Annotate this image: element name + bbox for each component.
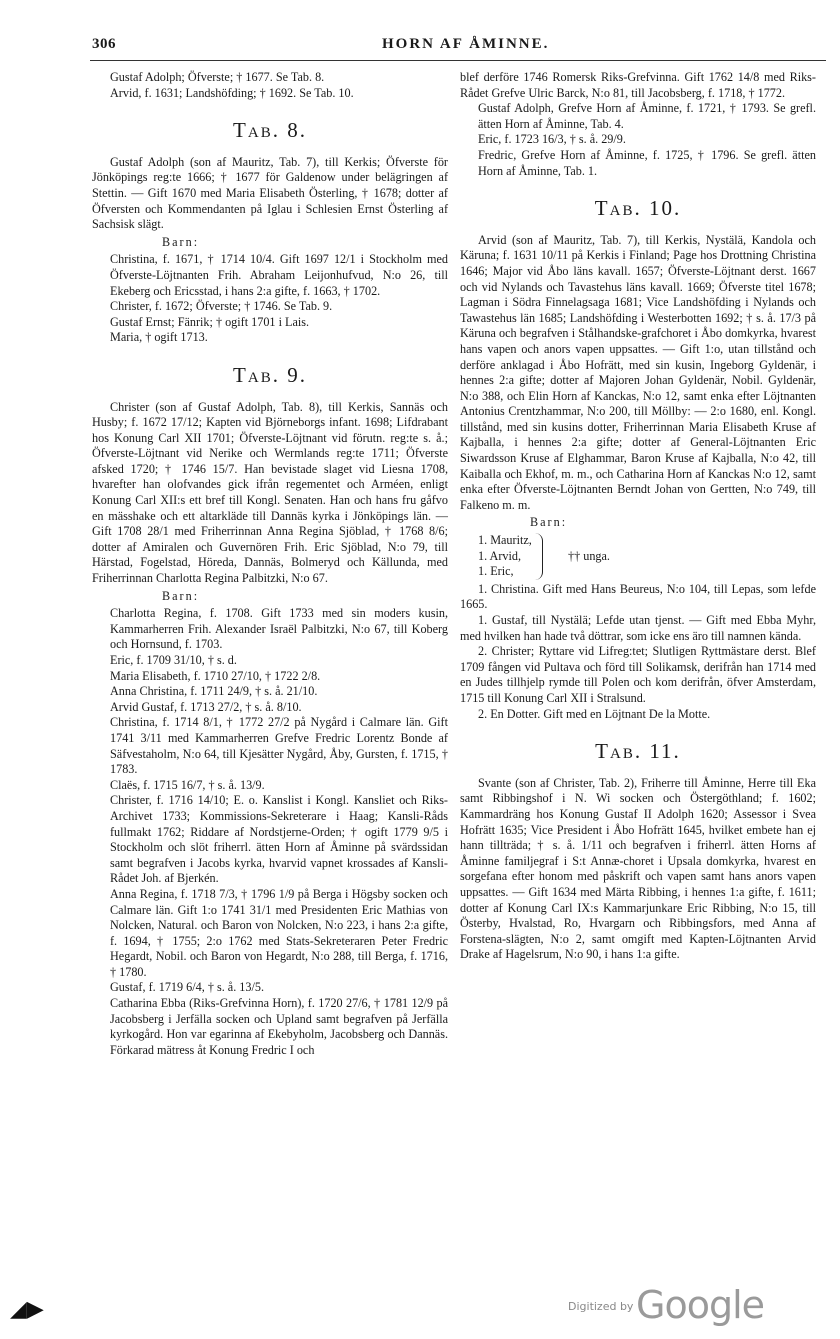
left-column [92, 70, 448, 1058]
tab-10-brace-group [460, 533, 816, 580]
tab-9-child: Anna Regina, f. 1718 7/3, † 1796 1/9 på Berga i Högsby socken och Calmare län. Gift 1:o 1741 31/1 med Presidenten Eric Mathias von Nolcken, Natural. och Baron von Nolcken, N:o 223, i hans 2:a gifte, f. 1694, † 1755; 2:o 1762 med Stats-Sekreteraren Peter Fredric Hegardt, Nobil. och Baron von Hegardt, N:o 288, till Berga, f. 1716, † 1780. [110, 886, 448, 979]
brace-child: 1. Mauritz, [478, 533, 532, 548]
tab-8-child: Gustaf Ernst; Fänrik; † ogift 1701 i Lais. [110, 314, 310, 329]
tab-8-child: Christer, f. 1672; Öfverste; † 1746. Se Tab. 9. [110, 299, 333, 314]
brace-child: 1. Arvid, [478, 548, 521, 563]
brace-child: 1. Eric, [478, 564, 514, 579]
brace-bracket [478, 533, 543, 580]
tab-9-children-label: Barn: [162, 588, 200, 603]
tab-9-child: Maria Elisabeth, f. 1710 27/10, † 1722 2/8. [110, 668, 321, 683]
tab-11-intro: Svante (son af Christer, Tab. 2), Friherre till Åminne, Herre till Eka samt Ribbingshof i N. Wi socken och Östergöthland; f. 1602; Kammardräng hos Konung Gustaf II Adolph 1620; Assessor i Svea Hofrätt 1635; Vice President i Åbo Hofrätt 1645, hvilket embete han ej hann tillträda; † s. å. 1/11 och begrafven i friherrl. ätten Horns af Åminne familjegraf i S:t Annæ-choret i Upsala domkyrka, hvarest en sorgefana efter honom med påskrift och vapen samt hans anors vapen uppsattes. — Gift 1634 med Märta Ribbing, i hennes 1:a gifte, f. 1611; dotter af Konung Carl IX:s Kammarjunkare Eric Ribbing, N:o 15, till Österby, Hvalstad, Ro, Hvargarn och Ribbingsfors, med Anna af Forstena-slägten, N:o 2, samt omgift med Kapten-Löjtnanten Arvid Drake af Hagelsrum, N:o 90, i hans 1:a gifte. [460, 775, 816, 962]
tab-10-children-label: Barn: [530, 515, 568, 530]
tab-8-heading: Tab. 8. [233, 118, 307, 143]
tab-10-child: 2. En Dotter. Gift med en Löjtnant De la Motte. [478, 706, 711, 721]
header-rule [90, 60, 826, 61]
tab-9-continuation-child: Gustaf Adolph, Grefve Horn af Åminne, f. 1721, † 1793. Se grefl. ätten Horn af Åminne, Tab. 4. [478, 101, 816, 131]
tab-8-children-label: Barn: [162, 234, 200, 249]
tab-9-intro: Christer (son af Gustaf Adolph, Tab. 8), till Kerkis, Sannäs och Husby; f. 1672 17/12; Kapten vid Björneborgs infant. 1698; Lifdrabant hos Konung Carl XII 1701; Öfverste-Löjtnant vid förutn. reg:te s. å.; Öfverste-Löjtnant vid Nerike och Wermlands reg:te 1711; Öfverste afsked 1720; † 1746 15/7. Han bevistade slaget vid Liesna 1708, hvarefter han olofvandes gick ifrån regementet och Arméen, enligt Konung Carl XII:s ett bref till Kongl. Senaten. Han och hans fru gåfvo en mässhake och ett altarkläde till Dannäs kyrka i Jönköpings län. — Gift 1708 28/1 med Friherrinnan Anna Regina Sjöblad, † 1768 8/6; dotter af Amiralen och Guvernören Frih. Eric Sjöblad, N:o 79, till Härstad, Fogelstad, Höreda, Dannäs, Bolmeryd och Källunda, med Friherrinnan Charlotta Regina Palbitzki, N:o 67. [92, 399, 448, 586]
tab-10-heading: Tab. 10. [594, 196, 682, 221]
tab-9-child: Catharina Ebba (Riks-Grefvinna Horn), f. 1720 27/6, † 1781 12/9 på Jacobsberg i Jerfälla socken och Upland samt begrafven på Jerfälla kyrkogård. Hon var egarinna af Ekebyholm, Jacobsberg och Dannäs. Förkarad mätress åt Konung Fredric I och [110, 996, 448, 1057]
tab-9-child: Arvid Gustaf, f. 1713 27/2, † s. å. 8/10. [110, 699, 302, 714]
tab-9-child: Anna Christina, f. 1711 24/9, † s. å. 21/10. [110, 684, 318, 699]
tab-9-continuation-child: Fredric, Grefve Horn af Åminne, f. 1725, † 1796. Se grefl. ätten Horn af Åminne, Tab. 1. [478, 147, 816, 178]
tab-10-child: 1. Christina. Gift med Hans Beureus, N:o 104, till Lepas, som lefde 1665. [460, 581, 816, 612]
tab-9-child: Claës, f. 1715 16/7, † s. å. 13/9. [110, 777, 265, 792]
tab-10-child: 1. Gustaf, till Nystälä; Lefde utan tjenst. — Gift med Ebba Myhr, med hvilken han hade två döttrar, som icke ens äro till namnen kända. [460, 613, 816, 643]
brace-note: †† unga. [568, 549, 610, 564]
tab-9-child: Eric, f. 1709 31/10, † s. d. [110, 653, 237, 667]
tab-8-child: Maria, † ogift 1713. [110, 330, 208, 345]
tab-9-continuation-child: Eric, f. 1723 16/3, † s. å. 29/9. [478, 132, 626, 147]
tab-10-intro: Arvid (son af Mauritz, Tab. 7), till Kerkis, Nystälä, Kandola och Käruna; f. 1631 10/11 på Kerkis i Finland; Page hos Drottning Christina 1646; Major vid Åbo läns kavall. 1657; Öfverste-Löjtnant derst. 1667 och vid Nylands och Tavastehus läns kavall. 1669; Öfverste titel 1678; Lagman i Södra Finnelagsaga 1681; Vice Landshöfding i Nylands och Tawastehus län 1685; Landshöfding i Westerbotten 1692; † s. å. 17/3 på Käruna och begrafven i Stålhandske-grafchoret i Åbo domkyrka, hvarest hans vapen och anors vapen uppsattes. — Gift 1:o, utan tillstånd och derföre anklagad i Åbo Hofrätt, med sin kusin, Ingeborg Gyldenär, i hennes 2:a gifte; dotter af Majoren Johan Gyldenär, Nobil. Gyldenär, N:o 388, och Elin Horn af Kanckas, N:o 12, samt enka efter Löjtnanten Antonius Crentzhammar, N:o 200, till Möllby: — 2:o 1680, enl. Kongl. tillstånd, med sin kusins dotter, Friherrinnan Maria Elisabeth Kruse af Kajballa, i hennes 2:a gifte; dotter af General-Löjtnanten Eric Siwardsson Kruse af Elghammar, Baron Kruse af Kajballa, N:o 42, till Kaiballa och Ekhof, m. m., och Catharina Horn af Kanckas N:o 12, samt enka efter Öfverste-Löjtnanten Berndt Johan von Gertten, N:o 749, till Falkeno m. m. [460, 232, 816, 512]
tab-8-child: Christina, f. 1671, † 1714 10/4. Gift 1697 12/1 i Stockholm med Öfverste-Löjtnanten Frih. Abraham Leijonhufvud, N:o 26, till Ekeberg och Ericsstad, i hans 2:a gifte, f. 1663, † 1702. [110, 252, 448, 298]
tab-9-heading: Tab. 9. [233, 362, 307, 387]
tab-9-child: Gustaf, f. 1719 6/4, † s. å. 13/5. [110, 980, 265, 995]
tab-10-child: 2. Christer; Ryttare vid Lifreg:tet; Slutligen Ryttmästare derst. Blef 1709 fången vid Pultava och förd till Solikamsk, derifrån han 1714 med en Judes tillhjelp rymde till Polen och kom derifrån, öfver Amsterdam, 1715 till Konung Carl XII i Stralsund. [460, 644, 816, 705]
page-header [92, 36, 822, 60]
page-number: 306 [92, 36, 116, 52]
digitized-by-label: Digitized by [568, 1300, 634, 1313]
tab-9-child: Charlotta Regina, f. 1708. Gift 1733 med sin moders kusin, Kammarherren Frih. Alexander Israël Palbitzki, N:o 67, till Koberg och Hornsund, f. 1703. [110, 606, 448, 652]
tab-9-child: Christina, f. 1714 8/1, † 1772 27/2 på Nygård i Calmare län. Gift 1741 3/11 med Kammarherren Grefve Fredric Lorentz Bonde af Säfvestaholm, N:o 64, till Kjesätter Nygård, Åby, Gursten, f. 1715, † 1783. [110, 715, 448, 777]
tab-9-child: Christer, f. 1716 14/10; E. o. Kanslist i Kongl. Kansliet och Riks-Archivet 1733; Kommissions-Sekreterare i Haag; Kansli-Råds fullmakt 1762; Riddare af Nordstjerne-Orden; † ogift 1779 9/5 i Stockholm och slöt friherrl. ätten Horn af Åminne på svärdssidan samt begrafven i Jacobs kyrka, hvarvid vapnet krossades af Kansli-Rådet Joh. af Bjerkén. [110, 793, 448, 886]
right-column [460, 70, 816, 963]
top-line-arvid: Arvid, f. 1631; Landshöfding; † 1692. Se Tab. 10. [110, 85, 354, 100]
google-logo: Google [636, 1283, 765, 1327]
running-title: HORN AF ÅMINNE. [382, 36, 550, 52]
page-corner-arrow-icon: ◢▶ [10, 1296, 44, 1321]
top-line-gustaf-adolph: Gustaf Adolph; Öfverste; † 1677. Se Tab. 8. [110, 70, 325, 84]
tab-9-continuation: blef derföre 1746 Romersk Riks-Grefvinna. Gift 1762 14/8 med Riks-Rådet Grefve Ulric Barck, N:o 81, till Jacobsberg, f. 1718, † 1772. [460, 70, 816, 100]
tab-8-intro: Gustaf Adolph (son af Mauritz, Tab. 7), till Kerkis; Öfverste för Jönköpings reg:te 1666; † 1677 för Galdenow under belägringen af Stettin. — Gift 1670 med Maria Elisabeth Österling, † 1678; dotter af Öfversten och Kommendanten på Iglau i Schlesien Ernst Österling af Sachsisk slägt. [92, 154, 448, 232]
tab-11-heading: Tab. 11. [595, 739, 681, 764]
